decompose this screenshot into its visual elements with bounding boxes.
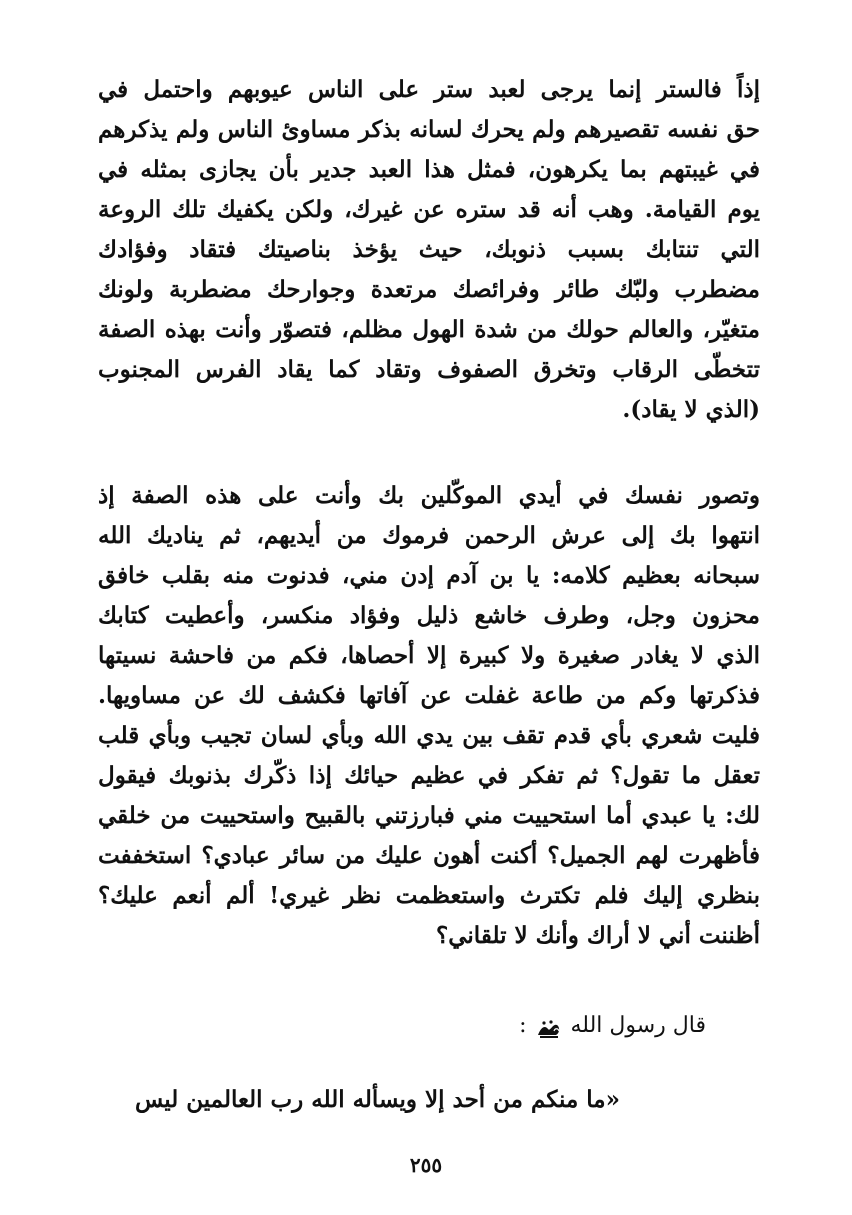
text-line: فأظهرت لهم الجميل؟ أكنت أهون عليك من سائر عبادي؟ استخففت (98, 842, 760, 869)
text-line: الذي لا يغادر صغيرة ولا كبيرة إلا أحصاها، فكم من فاحشة نسيتها (98, 642, 760, 669)
paragraph-1 (98, 70, 760, 430)
hadith-quote: «ما منكم من أحد إلا ويسأله الله رب العالمين ليس (134, 1086, 620, 1113)
salawat-calligraphy-icon (536, 1015, 562, 1037)
text-line: فليت شعري بأي قدم تقف بين يدي الله وبأي لسان تجيب وبأي قلب (98, 722, 760, 749)
text-line: فذكرتها وكم من طاعة غفلت عن آفاتها فكشف لك عن مساويها. (98, 682, 760, 709)
page-number: ٢٥٥ (409, 1153, 443, 1177)
text-line: وتصور نفسك في أيدي الموكّلين بك وأنت على هذه الصفة إذ (98, 482, 760, 509)
paragraph-2 (98, 476, 760, 956)
text-line: محزون وجل، وطرف خاشع ذليل وفؤاد منكسر، وأعطيت كتابك (98, 602, 760, 629)
text-line: أظننت أني لا أراك وأنك لا تلقاني؟ (436, 922, 760, 949)
text-line: بنظري إليك فلم تكترث واستعظمت نظر غيري! ألم أنعم عليك؟ (98, 882, 760, 909)
text-line: لك: يا عبدي أما استحييت مني فبارزتني بالقبيح واستحييت من خلقي (98, 802, 760, 829)
text-line: (الذي لا يقاد). (622, 396, 760, 423)
text-line: تتخطّى الرقاب وتخرق الصفوف وتقاد كما يقاد الفرس المجنوب (98, 356, 760, 383)
heading-colon: : (519, 1013, 527, 1038)
text-line: انتهوا بك إلى عرش الرحمن فرموك من أيديهم، ثم يناديك الله (98, 522, 760, 549)
text-line: تعقل ما تقول؟ ثم تفكر في عظيم حيائك إذا ذكّرك بذنوبك فيقول (98, 762, 760, 789)
text-line: التي تنتابك بسبب ذنوبك، حيث يؤخذ بناصيتك فتقاد وفؤادك (98, 236, 760, 263)
text-line: سبحانه بعظيم كلامه: يا بن آدم إدن مني، فدنوت منه بقلب خافق (98, 562, 760, 589)
text-line: حق نفسه تقصيرهم ولم يحرك لسانه بذكر مساوئ الناس ولم يذكرهم (98, 116, 760, 143)
text-line: متغيّر، والعالم حولك من شدة الهول مظلم، فتصوّر وأنت بهذه الصفة (98, 316, 760, 343)
text-line: مضطرب ولبّك طائر وفرائصك مرتعدة وجوارحك مضطربة ولونك (98, 276, 760, 303)
hadith-heading (519, 1006, 706, 1046)
text-line: إذاً فالستر إنما يرجى لعبد ستر على الناس عيوبهم واحتمل في (98, 76, 760, 103)
text-line: يوم القيامة. وهب أنه قد ستره عن غيرك، ولكن يكفيك تلك الروعة (98, 196, 760, 223)
text-line: في غيبتهم بما يكرهون، فمثل هذا العبد جدير بأن يجازى بمثله في (98, 156, 760, 183)
heading-text: قال رسول الله (570, 1013, 706, 1038)
